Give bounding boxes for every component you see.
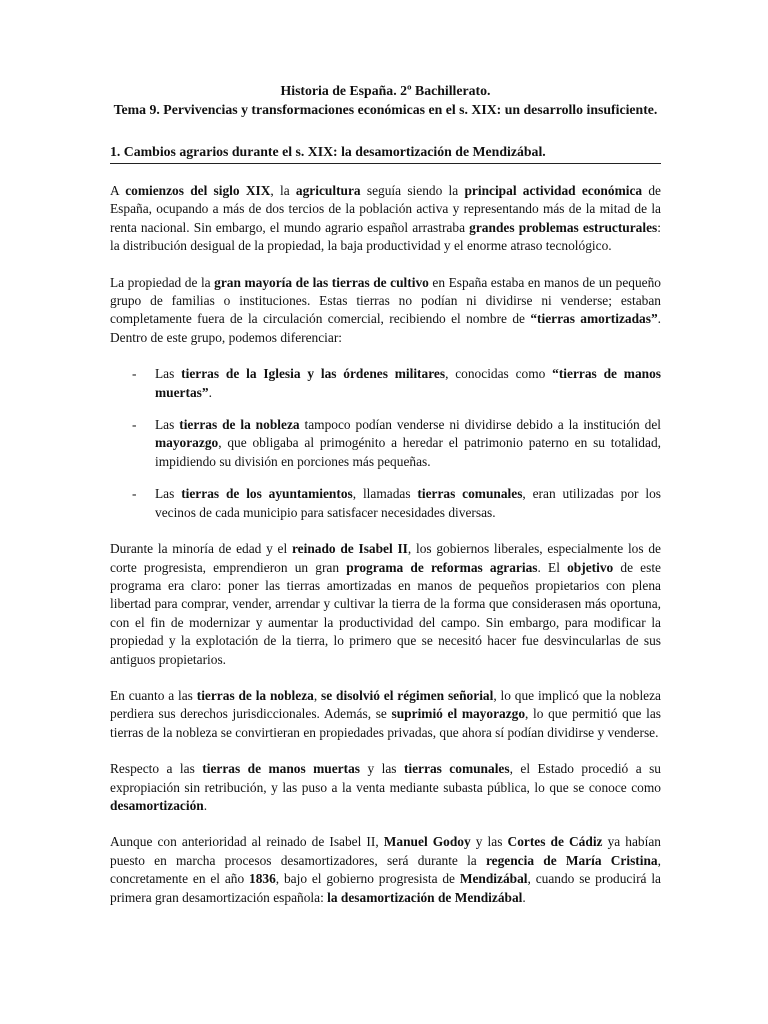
paragraph-reformas-agrarias: Durante la minoría de edad y el reinado de Isabel II, los gobiernos liberales, especialmente los de corte progresista, emprendieron un gran programa de reformas agrarias. El objetivo de este programa era claro: poner las tierras amortizadas en manos de pequeños propietarios con plena libertad para comprar, vender, arrendar y cultivar la tierra de la forma que considerasen más oportuna, con el fin de modernizar y aumentar la productividad del campo. Sin embargo, para modificar la propiedad y la explotación de la tierra, lo primero que se necesitó hacer fue desvincularlas de sus antiguos propietarios. — [110, 541, 661, 667]
paragraph-desamortizacion: Respecto a las tierras de manos muertas y las tierras comunales, el Estado procedió a su expropiación sin retribución, y las puso a la venta mediante subasta pública, lo que se conoce como desamortización. — [110, 761, 661, 813]
list-item: - Las tierras de la nobleza tampoco podían venderse ni dividirse debido a la institución del mayorazgo, que obligaba al primogénito a heredar el patrimonio paterno en su totalidad, impidiendo su división en porciones más pequeñas. — [132, 417, 662, 469]
tierras-list — [110, 365, 661, 522]
section-heading: 1. Cambios agrarios durante el s. XIX: la desamortización de Mendizábal. — [110, 143, 661, 164]
paragraph-intro: A comienzos del siglo XIX, la agricultura seguía siendo la principal actividad económica de España, ocupando a más de dos tercios de la población activa y representando más de la mitad de la renta nacional. Sin embargo, el mundo agrario español arrastraba grandes problemas estructurales: la distribución desigual de la propiedad, la baja productividad y el enorme atraso tecnológico. — [110, 183, 661, 254]
list-item: - Las tierras de la Iglesia y las órdenes militares, conocidas como “tierras de manos muertas”. — [132, 366, 661, 400]
list-item: - Las tierras de los ayuntamientos, llamadas tierras comunales, eran utilizadas por los vecinos de cada municipio para satisfacer necesidades diversas. — [132, 486, 661, 520]
paragraph-nobleza: En cuanto a las tierras de la nobleza, se disolvió el régimen señorial, lo que implicó que la nobleza perdiera sus derechos jurisdiccionales. Además, se suprimió el mayorazgo, lo que permitió que las tierras de la nobleza se convirtieran en propiedades privadas, que ahora sí podían dividirse y venderse. — [110, 687, 661, 740]
paragraph-mendizabal: Aunque con anterioridad al reinado de Isabel II, Manuel Godoy y las Cortes de Cádiz ya habían puesto en marcha procesos desamortizadores, será durante la regencia de María Cristina, concretamente en el año 1836, bajo el gobierno progresista de Mendizábal, cuando se producirá la primera gran desamortización española: la desamortización de Mendizábal. — [110, 834, 661, 905]
document-title-line-1: Historia de España. 2º Bachillerato. — [280, 83, 491, 98]
paragraph-tierras-amortizadas: La propiedad de la gran mayoría de las tierras de cultivo en España estaba en manos de un pequeño grupo de familias o instituciones. Estas tierras no podían ni dividirse ni venderse; estaban completamente fuera de la circulación comercial, recibiendo el nombre de “tierras amortizadas”. Dentro de este grupo, podemos diferenciar: — [110, 274, 662, 345]
document-title-line-2: Tema 9. Pervivencias y transformaciones económicas en el s. XIX: un desarrollo insuficiente. — [113, 101, 658, 117]
